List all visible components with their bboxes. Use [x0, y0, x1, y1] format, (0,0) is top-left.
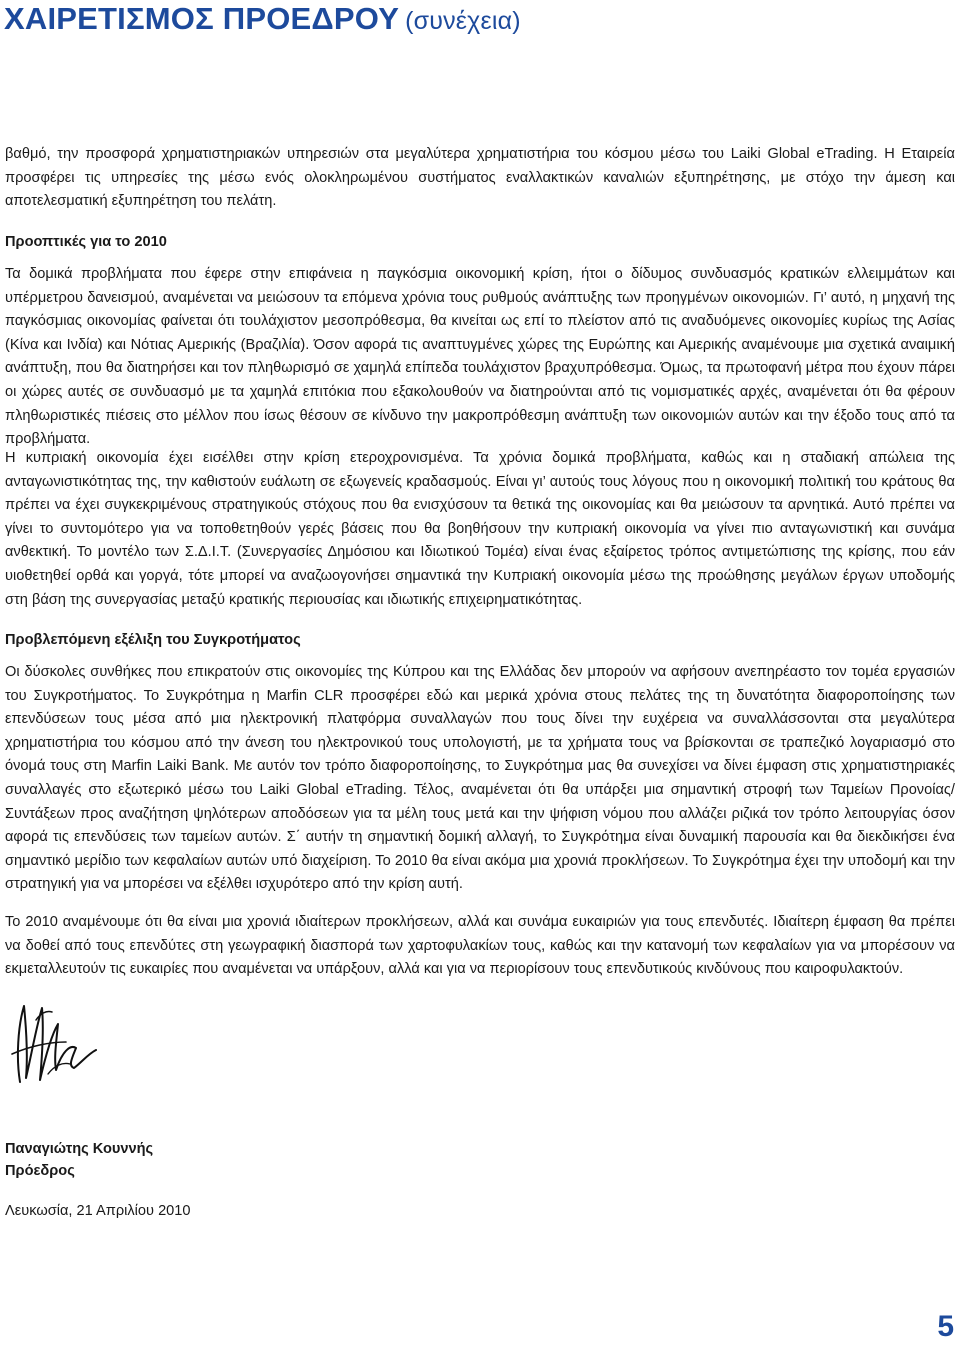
outlook-paragraph-2: Η κυπριακή οικονομία έχει εισέλθει στην κρίση ετεροχρονισμένα. Τα χρόνια δομικά προβλήματα, καθώς και η σταδιακή απώλεια της ανταγωνιστικότητας της, την καθιστούν ευάλωτη σε εξωγενείς κραδασμούς. Είναι γι’ αυτούς τους λόγους που η οικονομική πολιτική του κράτους θα πρέπει να έχει συγκεκριμένους στρατηγικούς στόχους που θα ενισχύσουν τα θετικά της οικονομίας και θα μειώσουν τα αρνητικά. Αυτό πρέπει να γίνει το συντομότερο για να τοποθετηθούν γερές βάσεις που θα βοηθήσουν την κυπριακή οικονομία να γίνει πιο ανταγωνιστική και συνάμα ανθεκτική. Το μοντέλο των Σ.Δ.Ι.Τ. (Συνεργασίες Δημόσιου και Ιδιωτικού Τομέα) είναι ένας εξαίρετος τρόπος αντιμετώπισης της κρίσης, που εάν υιοθετηθεί ορθά και γοργά, τότε μπορεί να αναζωογονήσει σημαντικά την Κυπριακή οικονομία μέσω της προώθησης μεγάλων έργων υποδομής στη βάση της συνεργασίας μεταξύ κρατικής περιουσίας και ιδιωτικής επιχειρηματικότητας.: [5, 450, 955, 608]
signatory-role: Πρόεδρος: [5, 1163, 75, 1179]
group-paragraph-1: Οι δύσκολες συνθήκες που επικρατούν στις οικονομίες της Κύπρου και της Ελλάδας δεν μπορούν να αφήσουν ανεπηρέαστο τον τομέα εργασιών του Συγκροτήματος. Το Συγκρότημα η Marfin CLR προσφέρει εδώ και μερικά χρόνια στους πελάτες της τη δυνατότητα διαφοροποίησης των επενδύσεων τους μέσα από μια ηλεκτρονική πλατφόρμα συναλλαγών που τους δίνει την ευχέρεια να συναλλάσσονται στα μεγαλύτερα χρηματιστήρια του κόσμου από την άνεση του ηλεκτρονικού τους υπολογιστή, με τα χρήματα τους να βρίσκονται σε τραπεζικό λογαριασμό στο όνομά τους στη Marfin Laiki Bank. Με αυτόν τον τρόπο διαφοροποίησης, το Συγκρότημα μας θα συνεχίσει να δίνει έμφαση στις χρηματιστηριακές συναλλαγές στο εξωτερικό μέσω του Laiki Global eTrading. Τέλος, αναμένεται ότι θα υπάρξει μια σημαντική στροφή των Ταμείων Προνοίας/Συντάξεων προς αναζήτηση ψηλότερων αποδόσεων για τα μέλη τους μετά και την ψήφιση νόμου που αλλάζει ριζικά τον τρόπο λειτουργίας όσον αφορά τις επενδύσεις των ταμείων αυτών. Σ΄ αυτήν τη σημαντική δομική αλλαγή, το Συγκρότημα είναι δυναμική παρουσία και θα διεκδικήσει ένα σημαντικό μερίδιο των κεφαλαίων αυτών υπό διαχείριση. Το 2010 θα είναι ακόμα μια χρονιά προκλήσεων. Το Συγκρότημα έχει την υποδομή και την στρατηγική για να μπορέσει να εξέλθει ισχυρότερο από την κρίση αυτή.: [5, 664, 955, 893]
title-subtitle: (συνέχεια): [405, 7, 521, 35]
section-heading-outlook: Προοπτικές για το 2010: [5, 234, 167, 250]
page-number: 5: [937, 1310, 954, 1343]
outlook-paragraph-1: Τα δομικά προβλήματα που έφερε στην επιφάνεια η παγκόσμια οικονομική κρίση, ήτοι ο δίδυμος συνδυασμός κρατικών ελλειμμάτων και υπέρμετρου δανεισμού, αναμένεται να μειώσουν τα επόμενα χρόνια τους ρυθμούς ανάπτυξης των προηγμένων οικονομιών. Γι’ αυτό, η μηχανή της παγκόσμιας οικονομίας φαίνεται ότι τουλάχιστον μεσοπρόθεσμα, θα κινείται ως επί το πλείστον από τις αναδυόμενες οικονομίες κυρίως της Ασίας (Κίνα και Ινδία) και Νότιας Αμερικής (Βραζιλία). Όσον αφορά τις αναπτυγμένες χώρες της Ευρώπης και Αμερικής αναμένουμε μια σχετικά αναιμική ανάπτυξη, που θα διατηρήσει και τον πληθωρισμό σε χαμηλά επίπεδα τουλάχιστον βραχυπρόθεσμα. Όμως, τα πρωτοφανή μέτρα που έχουν πάρει οι χώρες αυτές σε συνδυασμό με τα χαμηλά επιτόκια που εξακολουθούν να διατηρούνται από τις νομισματικές αρχές, αναμένεται ότι θα φέρουν πληθωριστικές πιέσεις στο μέλλον που ίσως θέσουν σε κίνδυνο την μακροπρόθεσμη ανάπτυξη των οικονομιών αυτών και την έξοδο τους από τα προβλήματα.: [5, 266, 955, 448]
title-main: ΧΑΙΡΕΤΙΣΜΟΣ ΠΡΟΕΔΡΟΥ: [4, 1, 400, 36]
group-paragraph-2: Το 2010 αναμένουμε ότι θα είναι μια χρονιά ιδιαίτερων προκλήσεων, αλλά και συνάμα ευκαιριών για τους επενδυτές. Ιδιαίτερη έμφαση θα πρέπει να δοθεί από τους επενδύτες στη γεωγραφική διασπορά των χαρτοφυλακίων τους, καθώς και την κατανομή των κεφαλαίων για να μπορέσουν να εκμεταλλευτούν τις ευκαιρίες που αναμένεται να υπάρξουν, αλλά και για να περιορίσουν τους επενδυτικούς κινδύνους που καιροφυλακτούν.: [5, 914, 955, 978]
page-title: [4, 0, 521, 40]
signature-image: [6, 996, 101, 1084]
signatory-name: Παναγιώτης Κουννής: [5, 1141, 154, 1157]
intro-paragraph: βαθμό, την προσφορά χρηματιστηριακών υπηρεσιών στα μεγαλύτερα χρηματιστήρια του κόσμου μέσω του Laiki Global eTrading. Η Εταιρεία προσφέρει τις υπηρεσίες της μέσω ενός ολοκληρωμένου συστήματος εναλλακτικών καναλιών εξυπηρέτησης, με στόχο την άμεση και αποτελεσματική εξυπηρέτηση του πελάτη.: [5, 146, 955, 210]
section-heading-group: Προβλεπόμενη εξέλιξη του Συγκροτήματος: [5, 632, 301, 648]
place-date: Λευκωσία, 21 Απριλίου 2010: [5, 1203, 191, 1219]
